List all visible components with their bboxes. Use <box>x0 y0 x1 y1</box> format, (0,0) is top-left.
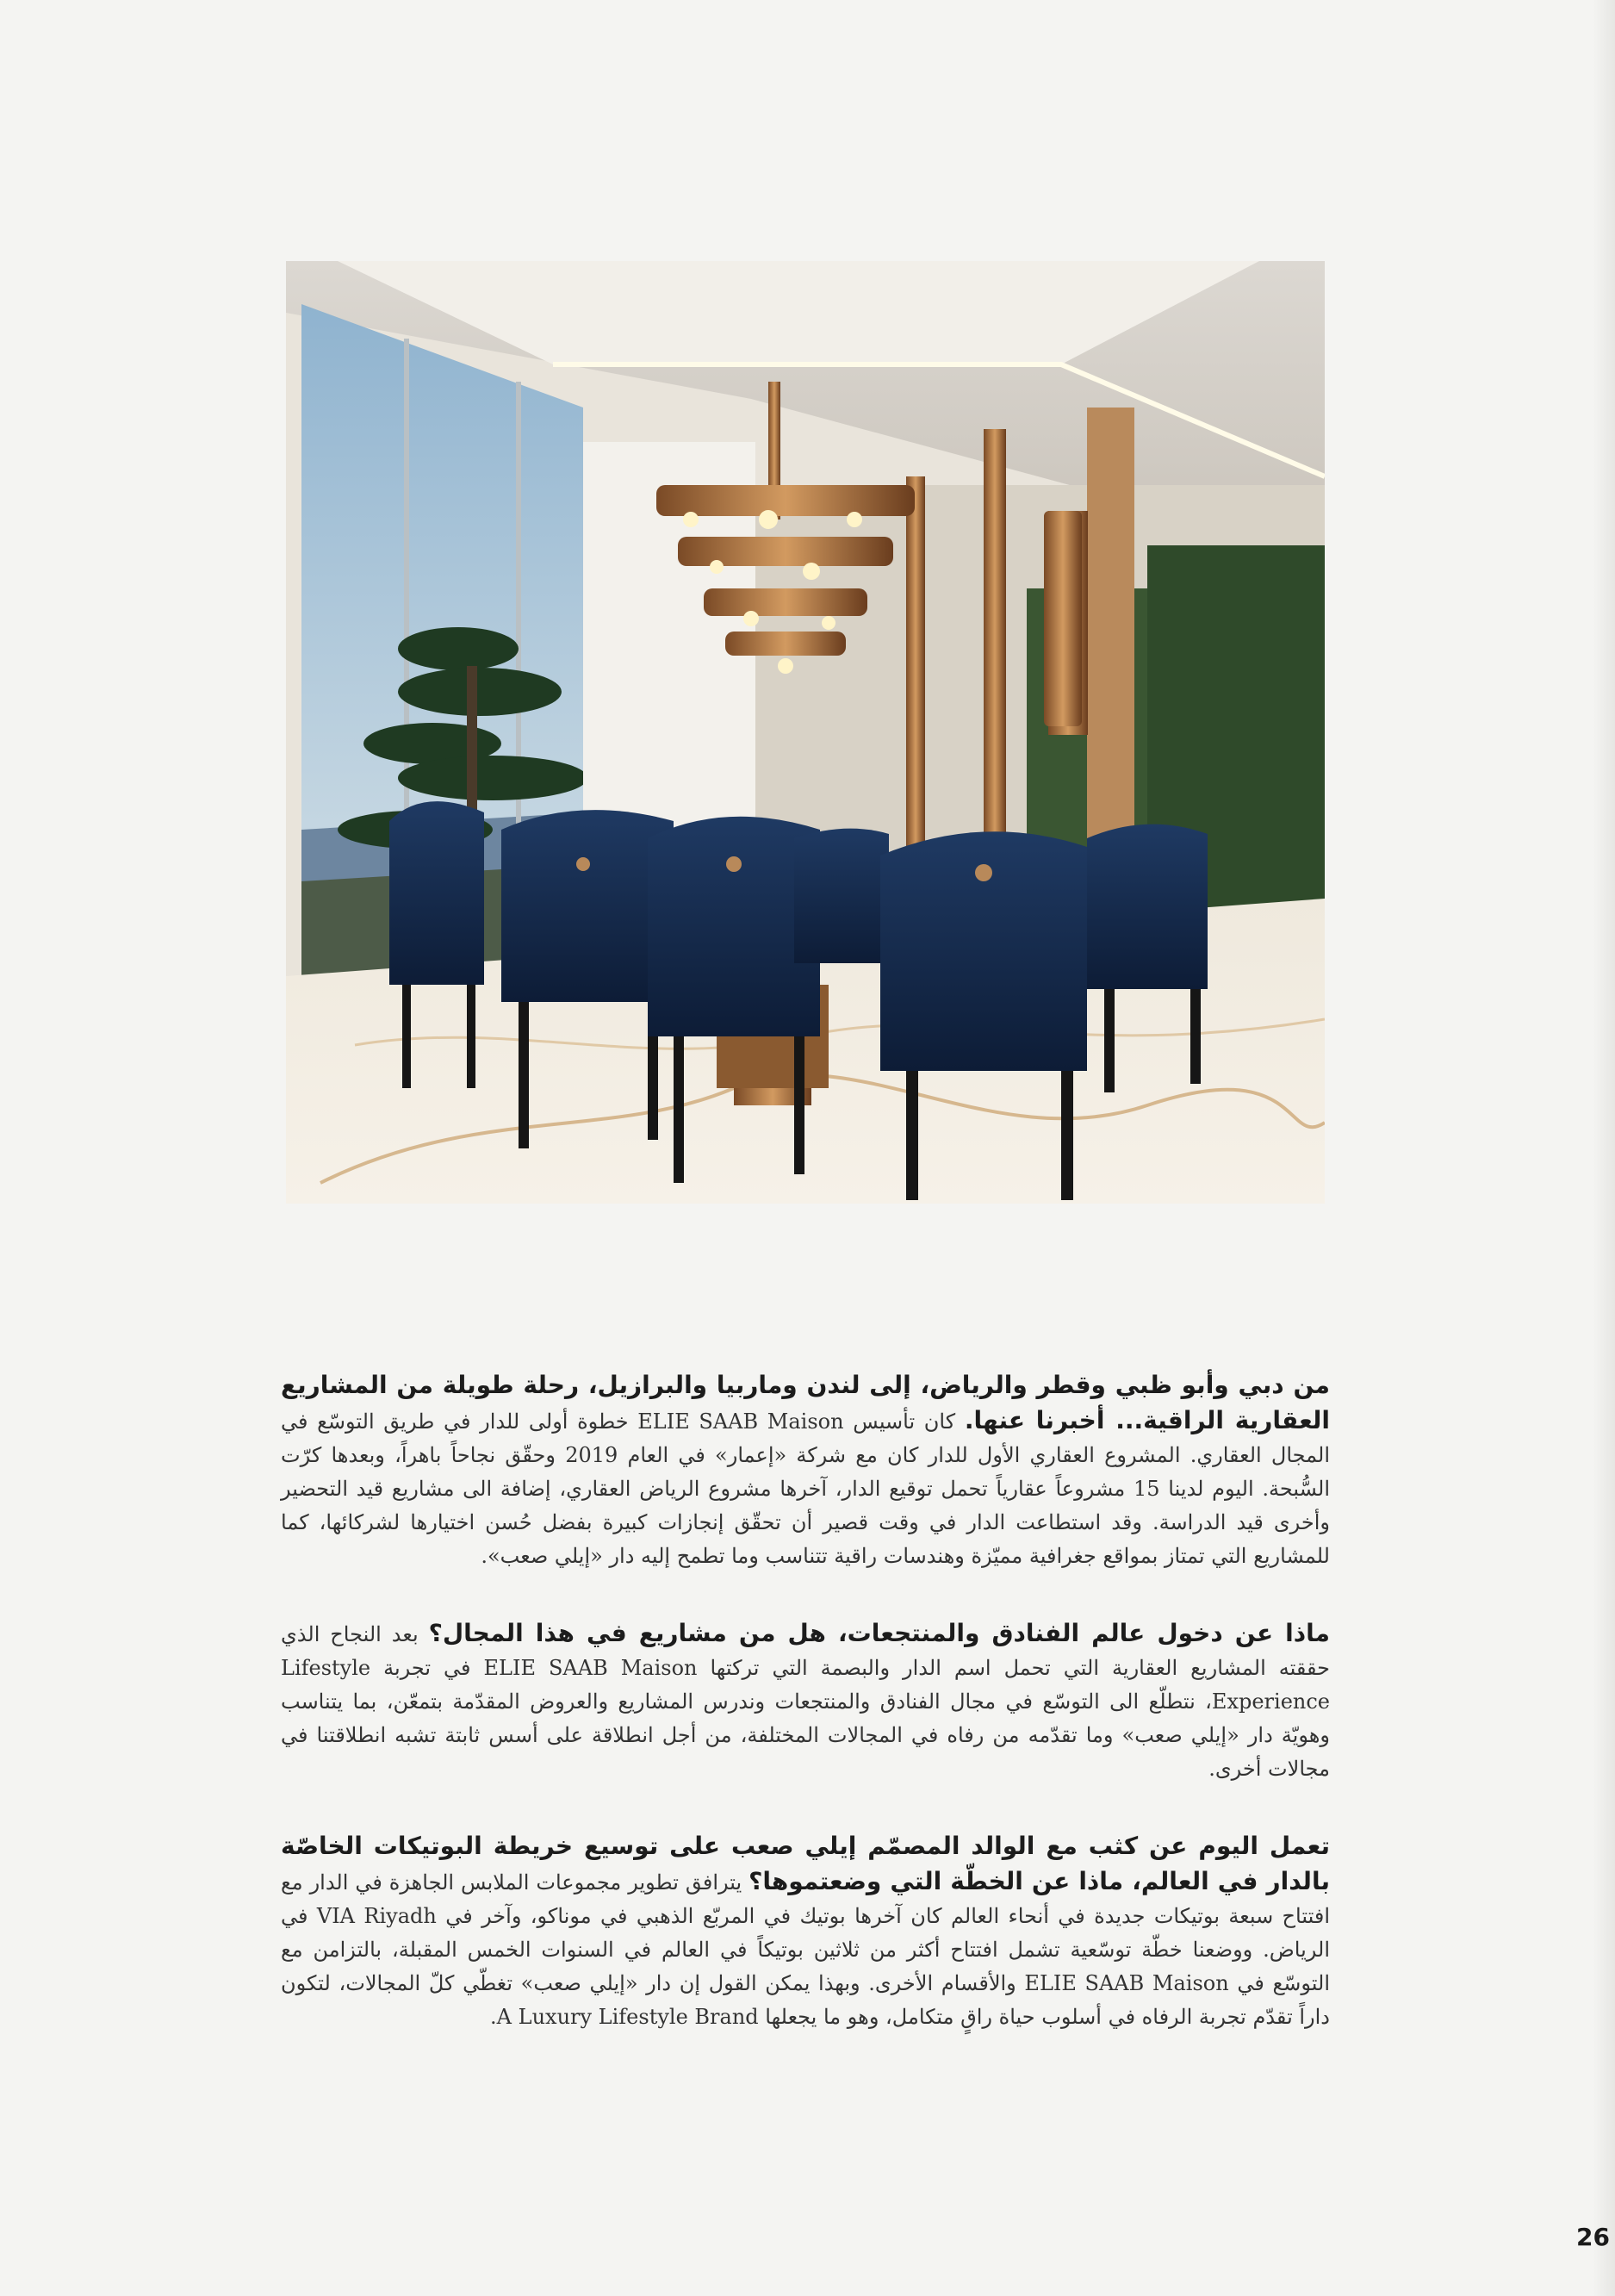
answer-2: بعد النجاح الذي حققته المشاريع العقارية التي تحمل اسم الدار والبصمة التي تركتها ELIE SAAB Maison في تجربة Lifestyle Experience، نتطلّع الى التوسّع في مجال الفنادق والمنتجعات وندرس المشاريع والعروض المقدّمة بتمعّن، بما يتناسب وهويّة دار «إيلي صعب» وما تقدّمه من رفاه في المجالات المختلفة، من أجل انطلاقة على أسس ثابتة تشبه انطلاقتنا في مجالات أخرى. <box>281 1622 1330 1781</box>
article <box>281 1368 1330 2077</box>
page-edge <box>1593 0 1615 2296</box>
page-number: 26 <box>1576 2223 1610 2251</box>
question-1: من دبي وأبو ظبي وقطر والرياض، إلى لندن وماربيا والبرازيل، رحلة طويلة من المشاريع العقارية الراقية... أخبرنا عنها. <box>281 1371 1330 1434</box>
answer-3: يترافق تطوير مجموعات الملابس الجاهزة في الدار مع افتتاح سبعة بوتيكات جديدة في أنحاء العالم كان آخرها بوتيك في المربّع الذهبي في موناكو، وآخر في VIA Riyadh في الرياض. ووضعنا خطّة توسّعية تشمل افتتاح أكثر من ثلاثين بوتيكاً في العالم في السنوات الخمس المقبلة، بالتزامن مع التوسّع في ELIE SAAB Maison والأقسام الأخرى. وبهذا يمكن القول إن دار «إيلي صعب» تغطّي كلّ المجالات، لتكون داراً تقدّم تجربة الرفاه في أسلوب حياة راقٍ متكامل، وهو ما يجعلها A Luxury Lifestyle Brand. <box>281 1870 1330 2029</box>
question-3: تعمل اليوم عن كثب مع الوالد المصمّم إيلي صعب على توسيع خريطة البوتيكات الخاصّة بالدار في العالم، ماذا عن الخطّة التي وضعتموها؟ <box>281 1832 1330 1895</box>
article-paragraph-2 <box>281 1616 1330 1786</box>
article-paragraph-3 <box>281 1829 1330 2034</box>
question-2: ماذا عن دخول عالم الفنادق والمنتجعات، هل من مشاريع في هذا المجال؟ <box>428 1619 1330 1647</box>
article-paragraph-1 <box>281 1368 1330 1573</box>
answer-1: كان تأسيس ELIE SAAB Maison خطوة أولى للدار في طريق التوسّع في المجال العقاري. المشروع العقاري الأول للدار كان مع شركة «إعمار» في العام 2019 وحقّق نجاحاً باهراً، وبعدها كرّت السُّبحة. اليوم لدينا 15 مشروعاً عقارياً تحمل توقيع الدار، آخرها مشروع الرياض العقاري، إضافة الى مشاريع قيد التحضير وأخرى قيد الدراسة. وقد استطاعت الدار في وقت قصير أن تحقّق إنجازات كبيرة بفضل حُسن اختيارها لشركائها، كما للمشاريع التي تمتاز بمواقع جغرافية مميّزة وهندسات راقية تتناسب وما تطمح إليه دار «إيلي صعب». <box>281 1409 1331 1568</box>
interior-photo <box>286 261 1325 1204</box>
